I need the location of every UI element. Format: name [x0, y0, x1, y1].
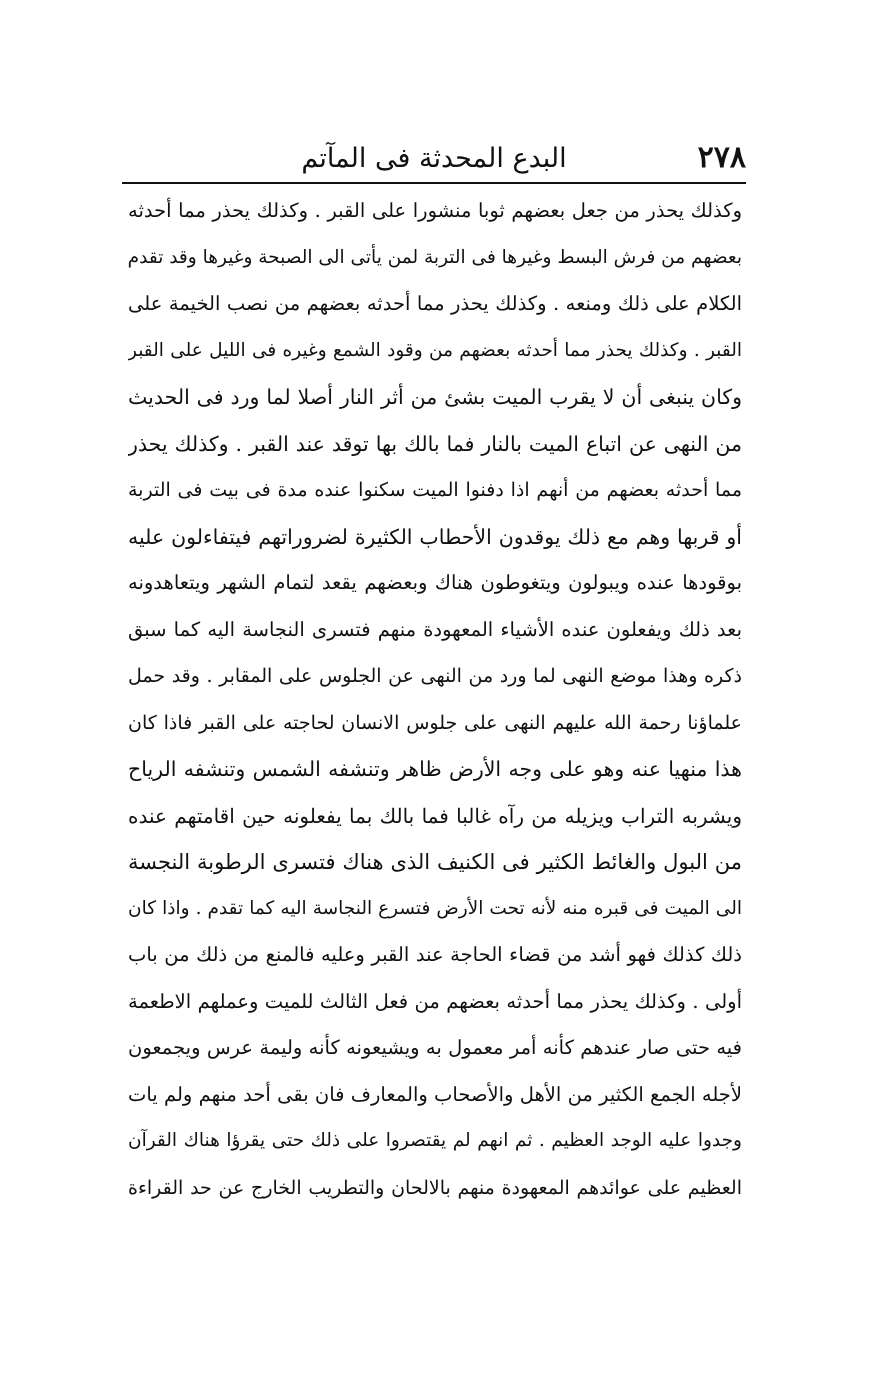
text-line: وجدوا عليه الوجد العظيم . ثم انهم لم يقتصروا على ذلك حتى يقرؤا هناك القرآن	[128, 1130, 742, 1151]
text-line: ويشربه التراب ويزيله من رآه غالبا فما بالك بما يفعلونه حين اقامتهم عنده	[128, 803, 742, 828]
text-line: من النهى عن اتباع الميت بالنار فما بالك بها توقد عند القبر . وكذلك يحذر	[128, 431, 742, 456]
text-line: بوقودها عنده ويبولون ويتغوطون هناك وبعضهم يقعد لتمام الشهر ويتعاهدونه	[128, 571, 742, 594]
page-header	[122, 132, 746, 182]
page-number: ٢٧٨	[697, 140, 746, 175]
text-line: ذلك كذلك فهو أشد من قضاء الحاجة عند القبر وعليه فالمنع من ذلك من باب	[128, 943, 742, 966]
text-line: هذا منهيا عنه وهو على وجه الأرض ظاهر وتنشفه الشمس وتنشفه الرياح	[128, 757, 742, 781]
text-line: الى الميت فى قبره منه لأنه تحت الأرض فتسرع النجاسة اليه كما تقدم . واذا كان	[128, 897, 742, 919]
text-line: العظيم على عوائدهم المعهودة منهم بالالحان والتطريب الخارج عن حد القراءة	[128, 1176, 742, 1199]
text-line: أو قربها وهم مع ذلك يوقدون الأحطاب الكثيرة لضروراتهم فيتفاءلون عليه	[128, 524, 742, 549]
text-line: أولى . وكذلك يحذر مما أحدثه بعضهم من فعل الثالث للميت وعملهم الاطعمة	[128, 989, 742, 1013]
text-line: لأجله الجمع الكثير من الأهل والأصحاب والمعارف فان بقى أحد منهم ولم يات	[128, 1082, 742, 1106]
text-line: بعد ذلك ويفعلون عنده الأشياء المعهودة منهم فتسرى النجاسة اليه كما سبق	[128, 617, 742, 641]
text-line: علماؤنا رحمة الله عليهم النهى على جلوس الانسان لحاجته على القبر فاذا كان	[128, 711, 742, 734]
text-line: فيه حتى صار عندهم كأنه أمر معمول به ويشيعونه كأنه وليمة عرس ويجمعون	[128, 1036, 742, 1059]
text-line: وكذلك يحذر من جعل بعضهم ثوبا منشورا على القبر . وكذلك يحذر مما أحدثه	[128, 199, 742, 222]
running-title: البدع المحدثة فى المآتم	[301, 143, 567, 174]
text-line: الكلام على ذلك ومنعه . وكذلك يحذر مما أحدثه بعضهم من نصب الخيمة على	[128, 292, 742, 315]
text-line: وكان ينبغى أن لا يقرب الميت بشئ من أثر النار أصلا لما ورد فى الحديث	[128, 385, 742, 409]
text-line: مما أحدثه بعضهم من أنهم اذا دفنوا الميت سكنوا عنده مدة فى بيت فى التربة	[128, 479, 742, 501]
header-rule	[122, 182, 746, 184]
text-line: ذكره وهذا موضع النهى لما ورد من النهى عن الجلوس على المقابر . وقد حمل	[128, 665, 742, 687]
text-line: من البول والغائط الكثير فى الكنيف الذى هناك فتسرى الرطوبة النجسة	[128, 850, 742, 874]
text-line: القبر . وكذلك يحذر مما أحدثه بعضهم من وقود الشمع وغيره فى الليل على القبر	[128, 339, 742, 361]
text-line: بعضهم من فرش البسط وغيرها فى التربة لمن يأتى الى الصبحة وغيرها وقد تقدم	[128, 246, 742, 268]
body-text	[128, 188, 742, 1211]
